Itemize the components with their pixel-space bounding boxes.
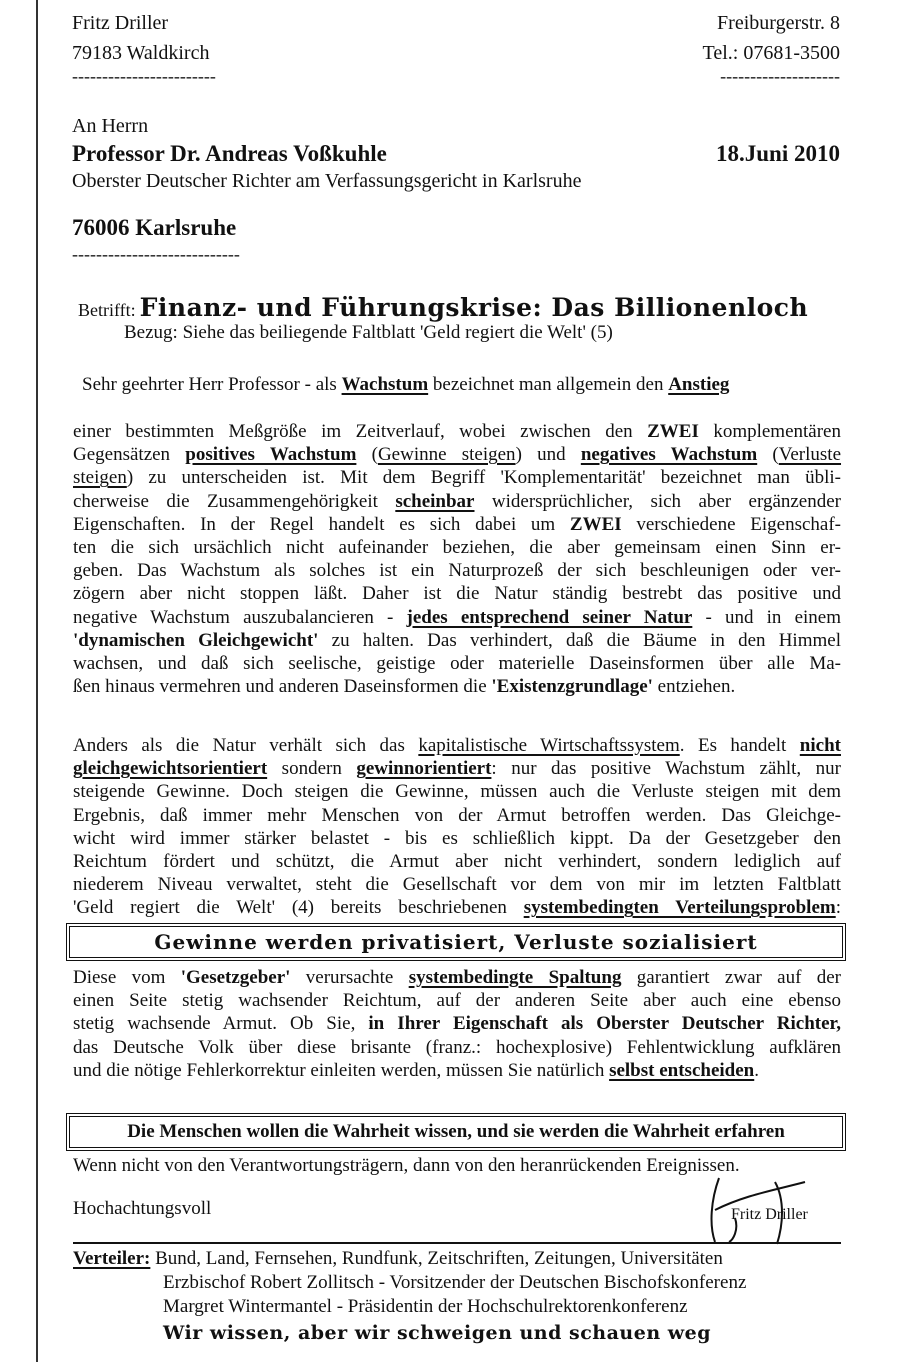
regards: Hochachtungsvoll [73, 1198, 212, 1219]
greeting-wachstum: Wachstum [341, 374, 429, 395]
paragraph-3: Diese vom 'Gesetzgeber' verursachte systembedingte Spaltung garantiert zwar auf der einen Seite stetig wachsender Reichtum, auf der anderen Seite aber auch eine ebenso stetig wachsende Armut. Ob Sie, in Ihrer Eigenschaft als Oberster Deutscher Richter, das Deutsche Volk über diese brisante (franz.: hochexplosive) Fehlentwicklung aufklären und die nötige Fehlerkorrektur einleiten werden, müssen Sie natürlich selbst entscheiden. [73, 967, 842, 1081]
greeting-line [82, 374, 729, 396]
greeting-anstieg: Anstieg [668, 374, 730, 395]
sender-street: Freiburgerstr. 8 [717, 12, 840, 34]
paragraph-2: Anders als die Natur verhält sich das kapitalistische Wirtschaftssystem. Es handelt nicht gleichgewichtsorientiert sondern gewinnorientiert: nur das positive Wachstum zählt, nur steigende Gewinne. Doch steigen die Gewinne, müssen auch die Verluste steigen mit dem Ergebnis, daß immer mehr Menschen von der Armut betroffen werden. Das Gleichge- wicht wird immer stärker belastet - bis es schließlich kippt. Da der Gesetzgeber den Reichtum fördert und schützt, die Armut aber nicht verhindert, sondern lediglich auf niederem Niveau verwaltet, steht die Gesellschaft vor dem von mir im letzten Faltblatt 'Geld regiert die Welt' (4) bereits beschriebenen systembedingten Verteilungsproblem: [73, 735, 841, 919]
greeting-text-2: bezeichnet man allgemein den [428, 374, 669, 395]
recipient-dash: ---------------------------- [72, 244, 240, 264]
left-edge-line [36, 0, 38, 1362]
sender-dash-right: -------------------- [720, 66, 840, 86]
sender-city: 79183 Waldkirch [72, 42, 210, 64]
subject-reference: Bezug: Siehe das beiliegende Faltblatt 'Geld regiert die Welt' (5) [124, 322, 613, 343]
headline-box-wahrheit: Die Menschen wollen die Wahrheit wissen, und sie werden die Wahrheit erfahren [66, 1113, 846, 1151]
sender-name: Fritz Driller [72, 12, 169, 34]
subject-label: Betrifft: [78, 300, 136, 320]
sender-phone: Tel.: 07681-3500 [702, 42, 840, 64]
closing-line: Wenn nicht von den Verantwortungsträgern, dann von den heranrückenden Ereignissen. [73, 1155, 740, 1176]
recipient-name: Professor Dr. Andreas Voßkuhle [72, 141, 387, 166]
subject-line [78, 293, 808, 322]
paragraph-1: einer bestimmten Meßgröße im Zeitverlauf, wobei zwischen den ZWEI komplementären Gegensätzen positives Wachstum (Gewinne steigen) und negatives Wachstum (Verluste steigen) zu unterscheiden ist. Mit dem Begriff 'Komplementarität' bezeichnet man übli- cherweise die Zusammengehörigkeit scheinbar widersprüchlicher, sich aber ergänzender Eigenschaften. In der Regel handelt es sich dabei um ZWEI verschiedene Eigenschaf- ten die sich ursächlich nicht aufeinander beziehen, die aber gemeinsam einen Sinn er- geben. Das Wachstum als solches ist ein Naturprozeß der sich beschleunigen oder ver- zögern aber nicht stoppen läßt. Daher ist die Natur ständig bestrebt das positive und negative Wachstum auszubalancieren - jedes entsprechend seiner Natur - und in einem 'dynamischen Gleichgewicht' zu halten. Das verhindert, daß die Bäume in den Himmel wachsen, und daß sich seelische, geistige oder materielle Daseinsformen über alle Ma- ßen hinaus vermehren und anderen Daseinsformen die 'Existenzgrundlage' entziehen. [73, 421, 842, 698]
letter-date: 18.Juni 2010 [716, 141, 840, 166]
distribution-text-1: Bund, Land, Fernsehen, Rundfunk, Zeitschriften, Zeitungen, Universitäten [150, 1248, 723, 1269]
greeting-text-1: Sehr geehrter Herr Professor - als [82, 374, 342, 395]
recipient-salutation: An Herrn [72, 115, 149, 137]
subject-text: Finanz- und Führungskrise: Das Billionenloch [139, 293, 809, 322]
headline-box-gewinne: Gewinne werden privatisiert, Verluste sozialisiert [66, 923, 846, 961]
distribution-label: Verteiler: [73, 1248, 151, 1269]
distribution-rule [73, 1242, 841, 1244]
distribution-line-4: Wir wissen, aber wir schweigen und schauen weg [163, 1322, 711, 1344]
signature [705, 1170, 845, 1250]
signature-text: Fritz Driller [731, 1206, 808, 1223]
recipient-city: 76006 Karlsruhe [72, 215, 237, 240]
distribution-line-1 [73, 1248, 723, 1270]
distribution-line-2: Erzbischof Robert Zollitsch - Vorsitzender der Deutschen Bischofskonferenz [163, 1272, 747, 1293]
recipient-title: Oberster Deutscher Richter am Verfassungsgericht in Karlsruhe [72, 170, 582, 192]
sender-dash: ------------------------ [72, 66, 216, 86]
distribution-line-3: Margret Wintermantel - Präsidentin der Hochschulrektorenkonferenz [163, 1296, 688, 1317]
